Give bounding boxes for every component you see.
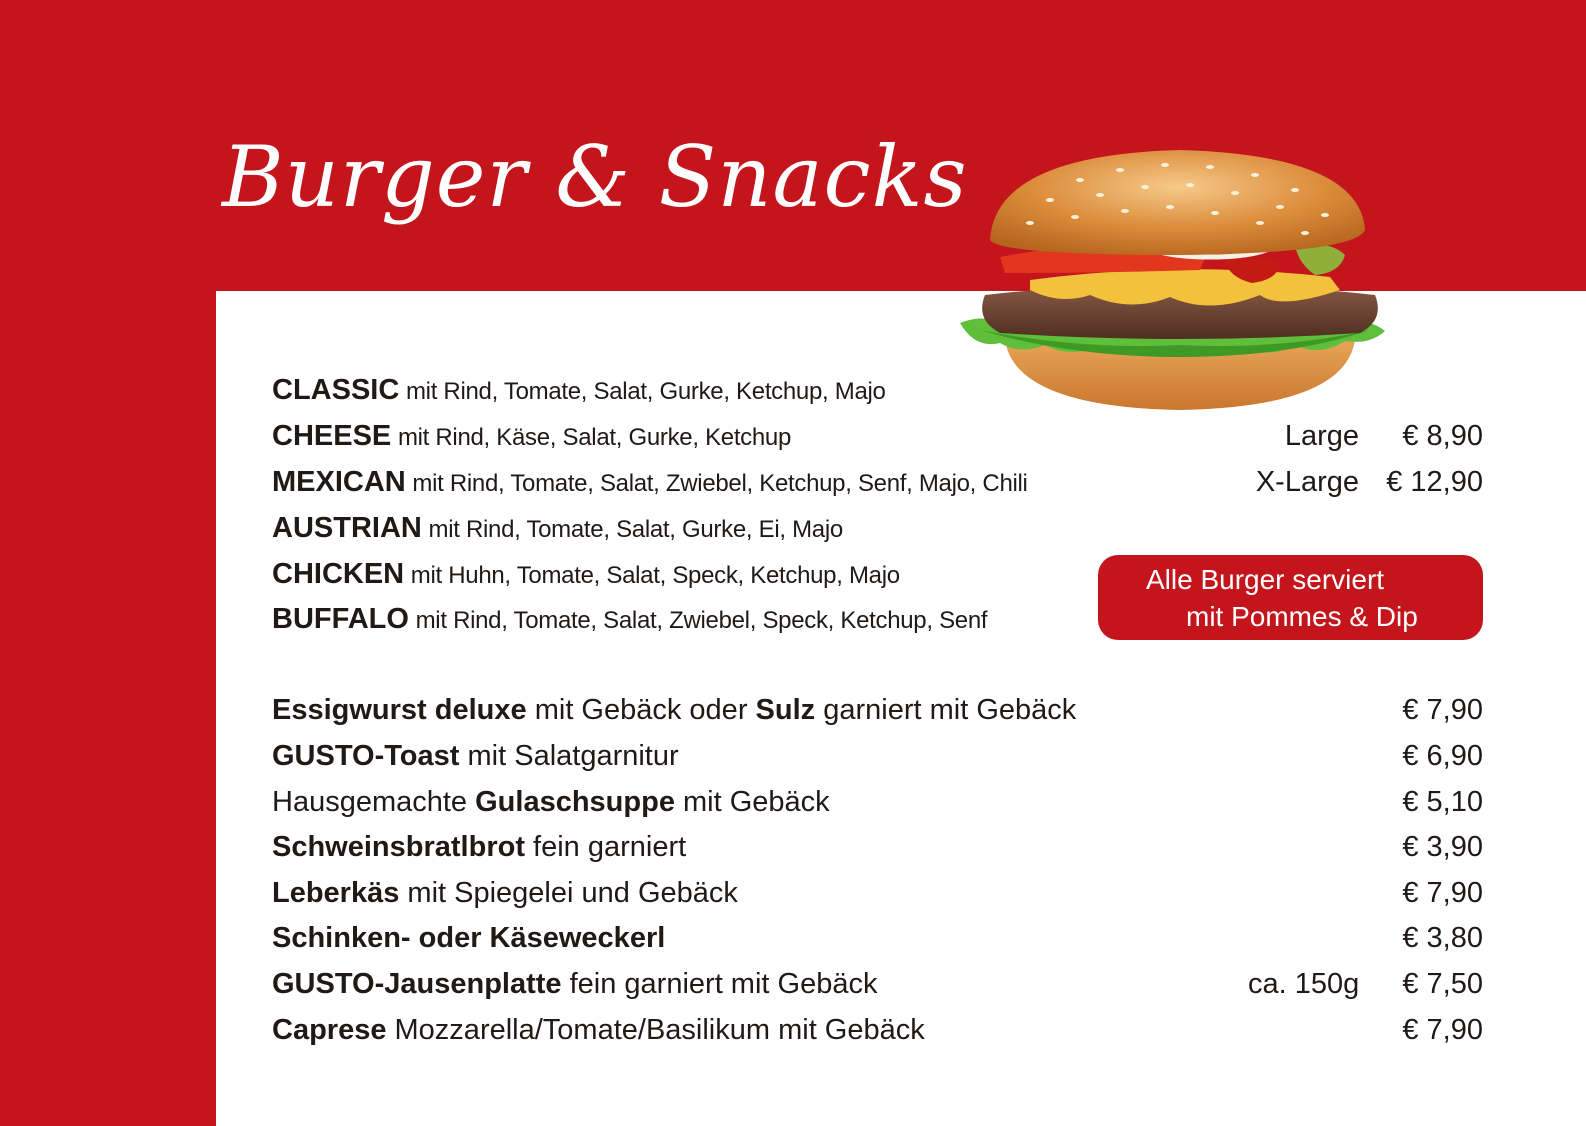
burger-note-badge <box>1098 555 1483 640</box>
size-price: € 8,90 <box>1402 420 1483 452</box>
page-title: Burger & Snacks <box>222 128 968 226</box>
note-line: mit Pommes & Dip <box>1186 601 1418 632</box>
snack-item <box>272 694 1076 727</box>
size-label: X-Large <box>1255 466 1359 498</box>
snack-name: Essigwurst deluxe <box>272 694 527 726</box>
snack-price: € 6,90 <box>1402 740 1483 772</box>
snack-name: GUSTO-Jausenplatte <box>272 968 562 1000</box>
snack-name: Leberkäs <box>272 877 400 909</box>
size-price: € 12,90 <box>1386 466 1483 498</box>
burger-desc: mit Rind, Tomate, Salat, Gurke, Ei, Majo <box>428 516 843 543</box>
snack-name: Gulaschsuppe <box>475 786 675 818</box>
snack-item <box>272 786 830 819</box>
snack-item <box>272 922 665 955</box>
snack-name: Sulz <box>755 694 816 726</box>
snack-desc: fein garniert <box>525 831 687 863</box>
snack-price: € 3,80 <box>1402 922 1483 954</box>
note-line: Alle Burger serviert <box>1146 564 1385 595</box>
snack-desc: mit Gebäck <box>674 786 830 818</box>
burger-name: BUFFALO <box>272 603 409 635</box>
snack-desc: mit Gebäck oder <box>526 694 756 726</box>
snack-desc: fein garniert mit Gebäck <box>561 968 878 1000</box>
burger-desc: mit Rind, Käse, Salat, Gurke, Ketchup <box>397 424 792 451</box>
burger-name: CLASSIC <box>272 374 400 406</box>
burger-name: CHICKEN <box>272 558 405 590</box>
snack-desc: Mozzarella/Tomate/Basilikum mit Gebäck <box>386 1014 925 1046</box>
burger-desc: mit Rind, Tomate, Salat, Gurke, Ketchup, Majo <box>405 378 886 405</box>
snack-desc: Hausgemachte <box>272 786 476 818</box>
size-label: Large <box>1284 420 1359 452</box>
snack-item <box>272 740 679 773</box>
burger-item <box>272 374 886 407</box>
burger-item <box>272 512 843 545</box>
snack-item <box>272 877 738 910</box>
snack-name: GUSTO-Toast <box>272 740 460 772</box>
burger-desc: mit Huhn, Tomate, Salat, Speck, Ketchup, Majo <box>410 562 900 589</box>
snack-desc: garniert mit Gebäck <box>815 694 1077 726</box>
snack-desc: mit Spiegelei und Gebäck <box>399 877 738 909</box>
burger-desc: mit Rind, Tomate, Salat, Zwiebel, Speck, Ketchup, Senf <box>415 607 988 634</box>
snack-item <box>272 968 877 1001</box>
snack-name: Caprese <box>272 1014 387 1046</box>
snack-item <box>272 1014 925 1047</box>
burger-item <box>272 603 987 636</box>
burger-item <box>272 466 1028 499</box>
snack-price: € 5,10 <box>1402 786 1483 818</box>
snack-price: € 7,90 <box>1402 1014 1483 1046</box>
burger-name: MEXICAN <box>272 466 406 498</box>
burger-desc: mit Rind, Tomate, Salat, Zwiebel, Ketchup, Senf, Majo, Chili <box>412 470 1028 497</box>
snack-weight: ca. 150g <box>1248 968 1360 1000</box>
burger-item <box>272 558 900 591</box>
snack-price: € 7,90 <box>1402 694 1483 726</box>
snack-name: Schinken- oder Käseweckerl <box>272 922 666 954</box>
snack-desc: mit Salatgarnitur <box>459 740 679 772</box>
burger-name: CHEESE <box>272 420 392 452</box>
burger-image <box>960 145 1400 420</box>
snack-price: € 3,90 <box>1402 831 1483 863</box>
snack-price: € 7,50 <box>1402 968 1483 1000</box>
snack-item <box>272 831 686 864</box>
burger-item <box>272 420 791 453</box>
snack-name: Schweinsbratlbrot <box>272 831 525 863</box>
burger-name: AUSTRIAN <box>272 512 422 544</box>
snack-price: € 7,90 <box>1402 877 1483 909</box>
